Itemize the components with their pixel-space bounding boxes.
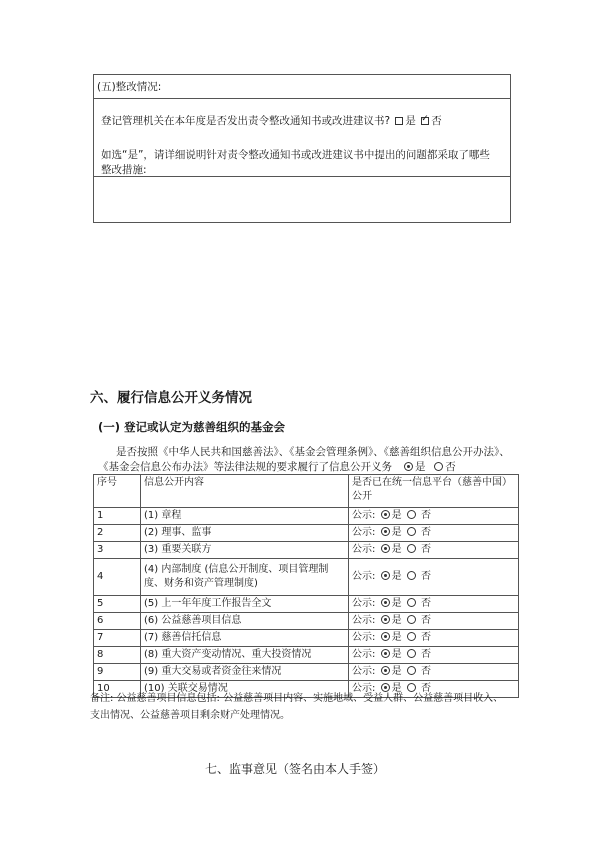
row-public-label: 公示: bbox=[352, 571, 376, 582]
row-no: 10 bbox=[94, 681, 141, 698]
row-no: 1 bbox=[94, 508, 141, 525]
row-content: (7) 慈善信托信息 bbox=[141, 630, 349, 647]
section6-para-line1: 是否按照《中华人民共和国慈善法》、《基金会管理条例》、《慈善组织信息公开办法》、 bbox=[116, 446, 510, 458]
radio-yes-icon[interactable] bbox=[381, 666, 390, 675]
section6-para-yes: 是 bbox=[415, 461, 426, 473]
row-no: 6 bbox=[94, 613, 141, 630]
radio-yes-icon[interactable] bbox=[381, 649, 390, 658]
radio-yes-icon[interactable] bbox=[381, 571, 390, 580]
radio-no-icon[interactable] bbox=[407, 649, 416, 658]
rectification-yes-label: 是 bbox=[405, 115, 416, 127]
radio-selected-icon[interactable] bbox=[404, 462, 413, 471]
row-no-label: 否 bbox=[420, 666, 431, 677]
radio-no-icon[interactable] bbox=[407, 527, 416, 536]
row-public-label: 公示: bbox=[352, 544, 376, 555]
row-no-label: 否 bbox=[420, 683, 431, 694]
row-no-label: 否 bbox=[420, 544, 431, 555]
radio-yes-icon[interactable] bbox=[381, 510, 390, 519]
row-no-label: 否 bbox=[420, 615, 431, 626]
radio-no-icon[interactable] bbox=[407, 571, 416, 580]
row-public-status bbox=[349, 542, 519, 559]
table-body bbox=[94, 508, 519, 698]
rectification-instruction-line2: 整改措施: bbox=[101, 164, 147, 176]
row-no-label: 否 bbox=[420, 598, 431, 609]
radio-no-icon[interactable] bbox=[407, 615, 416, 624]
row-public-label: 公示: bbox=[352, 632, 376, 643]
row-content: (4) 内部制度 (信息公开制度、项目管理制度、财务和资产管理制度) bbox=[141, 559, 349, 596]
row-content: (1) 章程 bbox=[141, 508, 349, 525]
row-no: 9 bbox=[94, 664, 141, 681]
row-no-label: 否 bbox=[420, 571, 431, 582]
row-yes-label: 是 bbox=[391, 544, 402, 555]
row-public-status bbox=[349, 664, 519, 681]
radio-no-icon[interactable] bbox=[407, 544, 416, 553]
header-content: 信息公开内容 bbox=[141, 475, 349, 508]
row-no: 8 bbox=[94, 647, 141, 664]
row-content: (10) 关联交易情况 bbox=[141, 681, 349, 698]
row-no-label: 否 bbox=[420, 527, 431, 538]
row-yes-label: 是 bbox=[391, 632, 402, 643]
section6-subtitle: (一) 登记或认定为慈善组织的基金会 bbox=[98, 420, 286, 434]
radio-no-icon[interactable] bbox=[407, 598, 416, 607]
checkbox-yes-icon[interactable] bbox=[395, 117, 403, 125]
row-no: 2 bbox=[94, 525, 141, 542]
row-yes-label: 是 bbox=[391, 666, 402, 677]
row-content: (5) 上一年年度工作报告全文 bbox=[141, 596, 349, 613]
section7-title: 七、监事意见（签名由本人手签） bbox=[205, 762, 386, 776]
row-no-label: 否 bbox=[420, 649, 431, 660]
row-content: (6) 公益慈善项目信息 bbox=[141, 613, 349, 630]
section6-title: 六、履行信息公开义务情况 bbox=[90, 390, 252, 406]
radio-yes-icon[interactable] bbox=[381, 632, 390, 641]
row-no-label: 否 bbox=[420, 632, 431, 643]
section6-para-line2 bbox=[98, 459, 456, 474]
row-yes-label: 是 bbox=[391, 683, 402, 694]
row-no: 7 bbox=[94, 630, 141, 647]
table-row bbox=[94, 613, 519, 630]
header-platform: 是否已在统一信息平台（慈善中国）公开 bbox=[349, 475, 519, 508]
rectification-question-text: 登记管理机关在本年度是否发出责令整改通知书或改进建议书? bbox=[101, 115, 391, 127]
row-public-status bbox=[349, 630, 519, 647]
row-no-label: 否 bbox=[420, 510, 431, 521]
row-public-status bbox=[349, 525, 519, 542]
row-no: 5 bbox=[94, 596, 141, 613]
rectification-instruction-line1: 如选“是”，请详细说明针对责令整改通知书或改进建议书中提出的问题都采取了哪些 bbox=[101, 149, 490, 161]
row-yes-label: 是 bbox=[391, 510, 402, 521]
row-public-label: 公示: bbox=[352, 683, 376, 694]
row-public-status bbox=[349, 559, 519, 596]
row-public-status bbox=[349, 647, 519, 664]
note-line1: 备注: 公益慈善项目信息包括: 公益慈善项目内容、实施地域、受益人群、公益慈善项目收入、 bbox=[90, 693, 504, 704]
radio-no-icon[interactable] bbox=[407, 632, 416, 641]
radio-unselected-icon[interactable] bbox=[434, 462, 443, 471]
row-content: (8) 重大资产变动情况、重大投资情况 bbox=[141, 647, 349, 664]
radio-yes-icon[interactable] bbox=[381, 598, 390, 607]
table-row bbox=[94, 525, 519, 542]
row-public-label: 公示: bbox=[352, 527, 376, 538]
radio-yes-icon[interactable] bbox=[381, 544, 390, 553]
row-yes-label: 是 bbox=[391, 598, 402, 609]
note-line2: 支出情况、公益慈善项目剩余财产处理情况。 bbox=[90, 710, 290, 721]
row-yes-label: 是 bbox=[391, 615, 402, 626]
row-public-label: 公示: bbox=[352, 666, 376, 677]
info-disclosure-table bbox=[93, 474, 519, 698]
table-row bbox=[94, 542, 519, 559]
section6-para-line2-text: 《基金会信息公布办法》等法律法规的要求履行了信息公开义务 bbox=[98, 461, 392, 473]
row-content: (2) 理事、监事 bbox=[141, 525, 349, 542]
table-row bbox=[94, 664, 519, 681]
row-yes-label: 是 bbox=[391, 571, 402, 582]
row-public-label: 公示: bbox=[352, 649, 376, 660]
table-row bbox=[94, 508, 519, 525]
table-row bbox=[94, 596, 519, 613]
header-no: 序号 bbox=[94, 475, 141, 508]
row-content: (9) 重大交易或者资金往来情况 bbox=[141, 664, 349, 681]
rectification-question bbox=[101, 113, 442, 128]
table-header-row bbox=[94, 475, 519, 508]
row-public-label: 公示: bbox=[352, 615, 376, 626]
radio-no-icon[interactable] bbox=[407, 510, 416, 519]
table-row bbox=[94, 647, 519, 664]
radio-yes-icon[interactable] bbox=[381, 527, 390, 536]
rectification-no-label: 否 bbox=[431, 115, 442, 127]
table-row bbox=[94, 630, 519, 647]
row-public-label: 公示: bbox=[352, 510, 376, 521]
row-content: (3) 重要关联方 bbox=[141, 542, 349, 559]
table-row bbox=[94, 559, 519, 596]
section6-para-no: 否 bbox=[445, 461, 456, 473]
row-no: 3 bbox=[94, 542, 141, 559]
rectification-divider bbox=[93, 176, 511, 177]
radio-yes-icon[interactable] bbox=[381, 615, 390, 624]
rectification-heading: (五)整改情况: bbox=[97, 81, 162, 93]
checkbox-no-checked-icon[interactable] bbox=[421, 117, 429, 125]
row-no: 4 bbox=[94, 559, 141, 596]
row-public-label: 公示: bbox=[352, 598, 376, 609]
row-public-status bbox=[349, 508, 519, 525]
row-yes-label: 是 bbox=[391, 649, 402, 660]
row-public-status bbox=[349, 613, 519, 630]
radio-no-icon[interactable] bbox=[407, 666, 416, 675]
row-yes-label: 是 bbox=[391, 527, 402, 538]
row-public-status bbox=[349, 596, 519, 613]
